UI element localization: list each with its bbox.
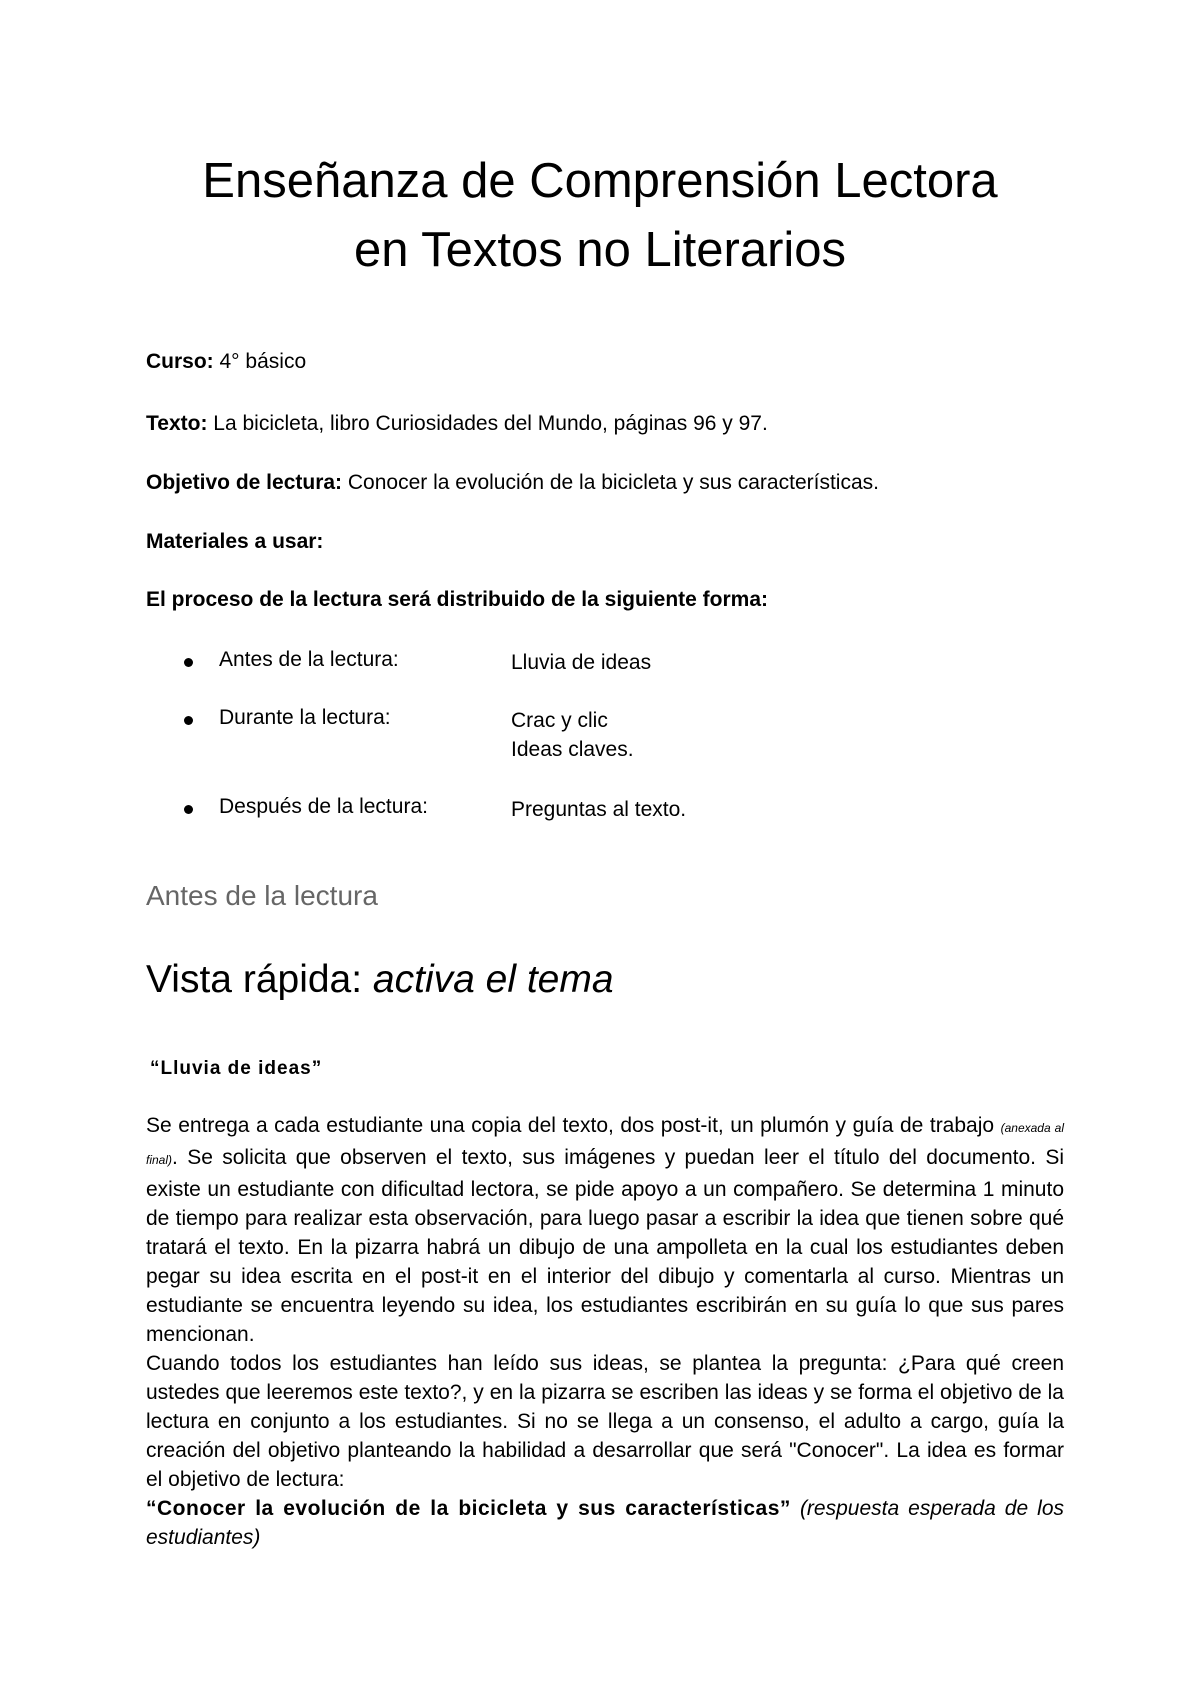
activity-title: “Lluvia de ideas” (150, 1058, 323, 1079)
texto-label: Texto: (146, 412, 208, 435)
stage-value: Ideas claves. (511, 738, 634, 761)
paragraph-1-a: Se entrega a cada estudiante una copia del texto, dos post-it, un plumón y guía de trabajo (146, 1114, 1001, 1137)
section-heading-italic: activa el tema (372, 958, 614, 1001)
paragraph-1 (146, 1111, 1064, 1349)
paragraph-3 (146, 1494, 1064, 1552)
bullet-icon (184, 805, 193, 814)
texto-value: La bicicleta, libro Curiosidades del Mundo, páginas 96 y 97. (207, 412, 768, 435)
stage-label: Después de la lectura: (219, 795, 428, 818)
curso-field (146, 350, 306, 374)
stage-value: Preguntas al texto. (511, 798, 687, 821)
section-heading (146, 958, 614, 1002)
section-subheading: Antes de la lectura (146, 880, 378, 911)
title-line-2: en Textos no Literarios (353, 223, 847, 277)
bullet-icon (184, 658, 193, 667)
materiales-label: Materiales a usar: (146, 530, 324, 553)
objetivo-field (146, 471, 879, 495)
proceso-label: El proceso de la lectura será distribuido de la siguiente forma: (146, 588, 769, 611)
bullet-icon (184, 716, 193, 725)
section-heading-plain: Vista rápida: (146, 958, 373, 1001)
stage-value: Crac y clic (511, 709, 608, 732)
stage-label: Antes de la lectura: (219, 648, 399, 671)
materiales-field (146, 530, 323, 554)
proceso-field (146, 588, 768, 612)
curso-label: Curso: (146, 350, 214, 373)
stage-values (511, 706, 634, 764)
title-line-1: Enseñanza de Comprensión Lectora (202, 154, 998, 208)
paragraph-2: Cuando todos los estudiantes han leído sus ideas, se plantea la pregunta: ¿Para qué creen ustedes que leeremos este texto?, y en la pizarra se escriben las ideas y se forma el objetivo de la lectura en conjunto a los estudiantes. Si no se llega a un consenso, el adulto a cargo, guía la creación del objetivo planteando la habilidad a desarrollar que será "Conocer". La idea es formar el objetivo de lectura: (146, 1352, 1064, 1491)
paragraph-1-b: . Se solicita que observen el texto, sus imágenes y puedan leer el título del documento. Si existe un estudiante con dificultad lectora, se pide apoyo a un compañero. Se determina 1 minuto de tiempo para realizar esta observación, para luego pasar a escribir la idea que tienen sobre qué tratará el texto. En la pizarra habrá un dibujo de una ampolleta en la cual los estudiantes deben pegar su idea escrita en el post-it en el interior del dibujo y comentarla al curso. Mientras un estudiante se encuentra leyendo su idea, los estudiantes escribirán en su guía lo que sus pares mencionan. (146, 1146, 1064, 1346)
texto-field (146, 412, 768, 436)
annex-note: (anexada al final) (146, 1121, 1064, 1167)
expected-answer-note: (respuesta esperada de los estudiantes) (146, 1497, 1064, 1549)
body-text (146, 1111, 1064, 1552)
stage-value: Lluvia de ideas (511, 651, 652, 674)
stage-values (511, 648, 651, 677)
document-title (0, 147, 1200, 285)
expected-objective: “Conocer la evolución de la bicicleta y sus características” (146, 1497, 791, 1520)
stage-values (511, 795, 686, 824)
objetivo-label: Objetivo de lectura: (146, 471, 343, 494)
objetivo-value: Conocer la evolución de la bicicleta y sus características. (342, 471, 879, 494)
stage-label: Durante la lectura: (219, 706, 391, 729)
curso-value: 4° básico (213, 350, 307, 373)
